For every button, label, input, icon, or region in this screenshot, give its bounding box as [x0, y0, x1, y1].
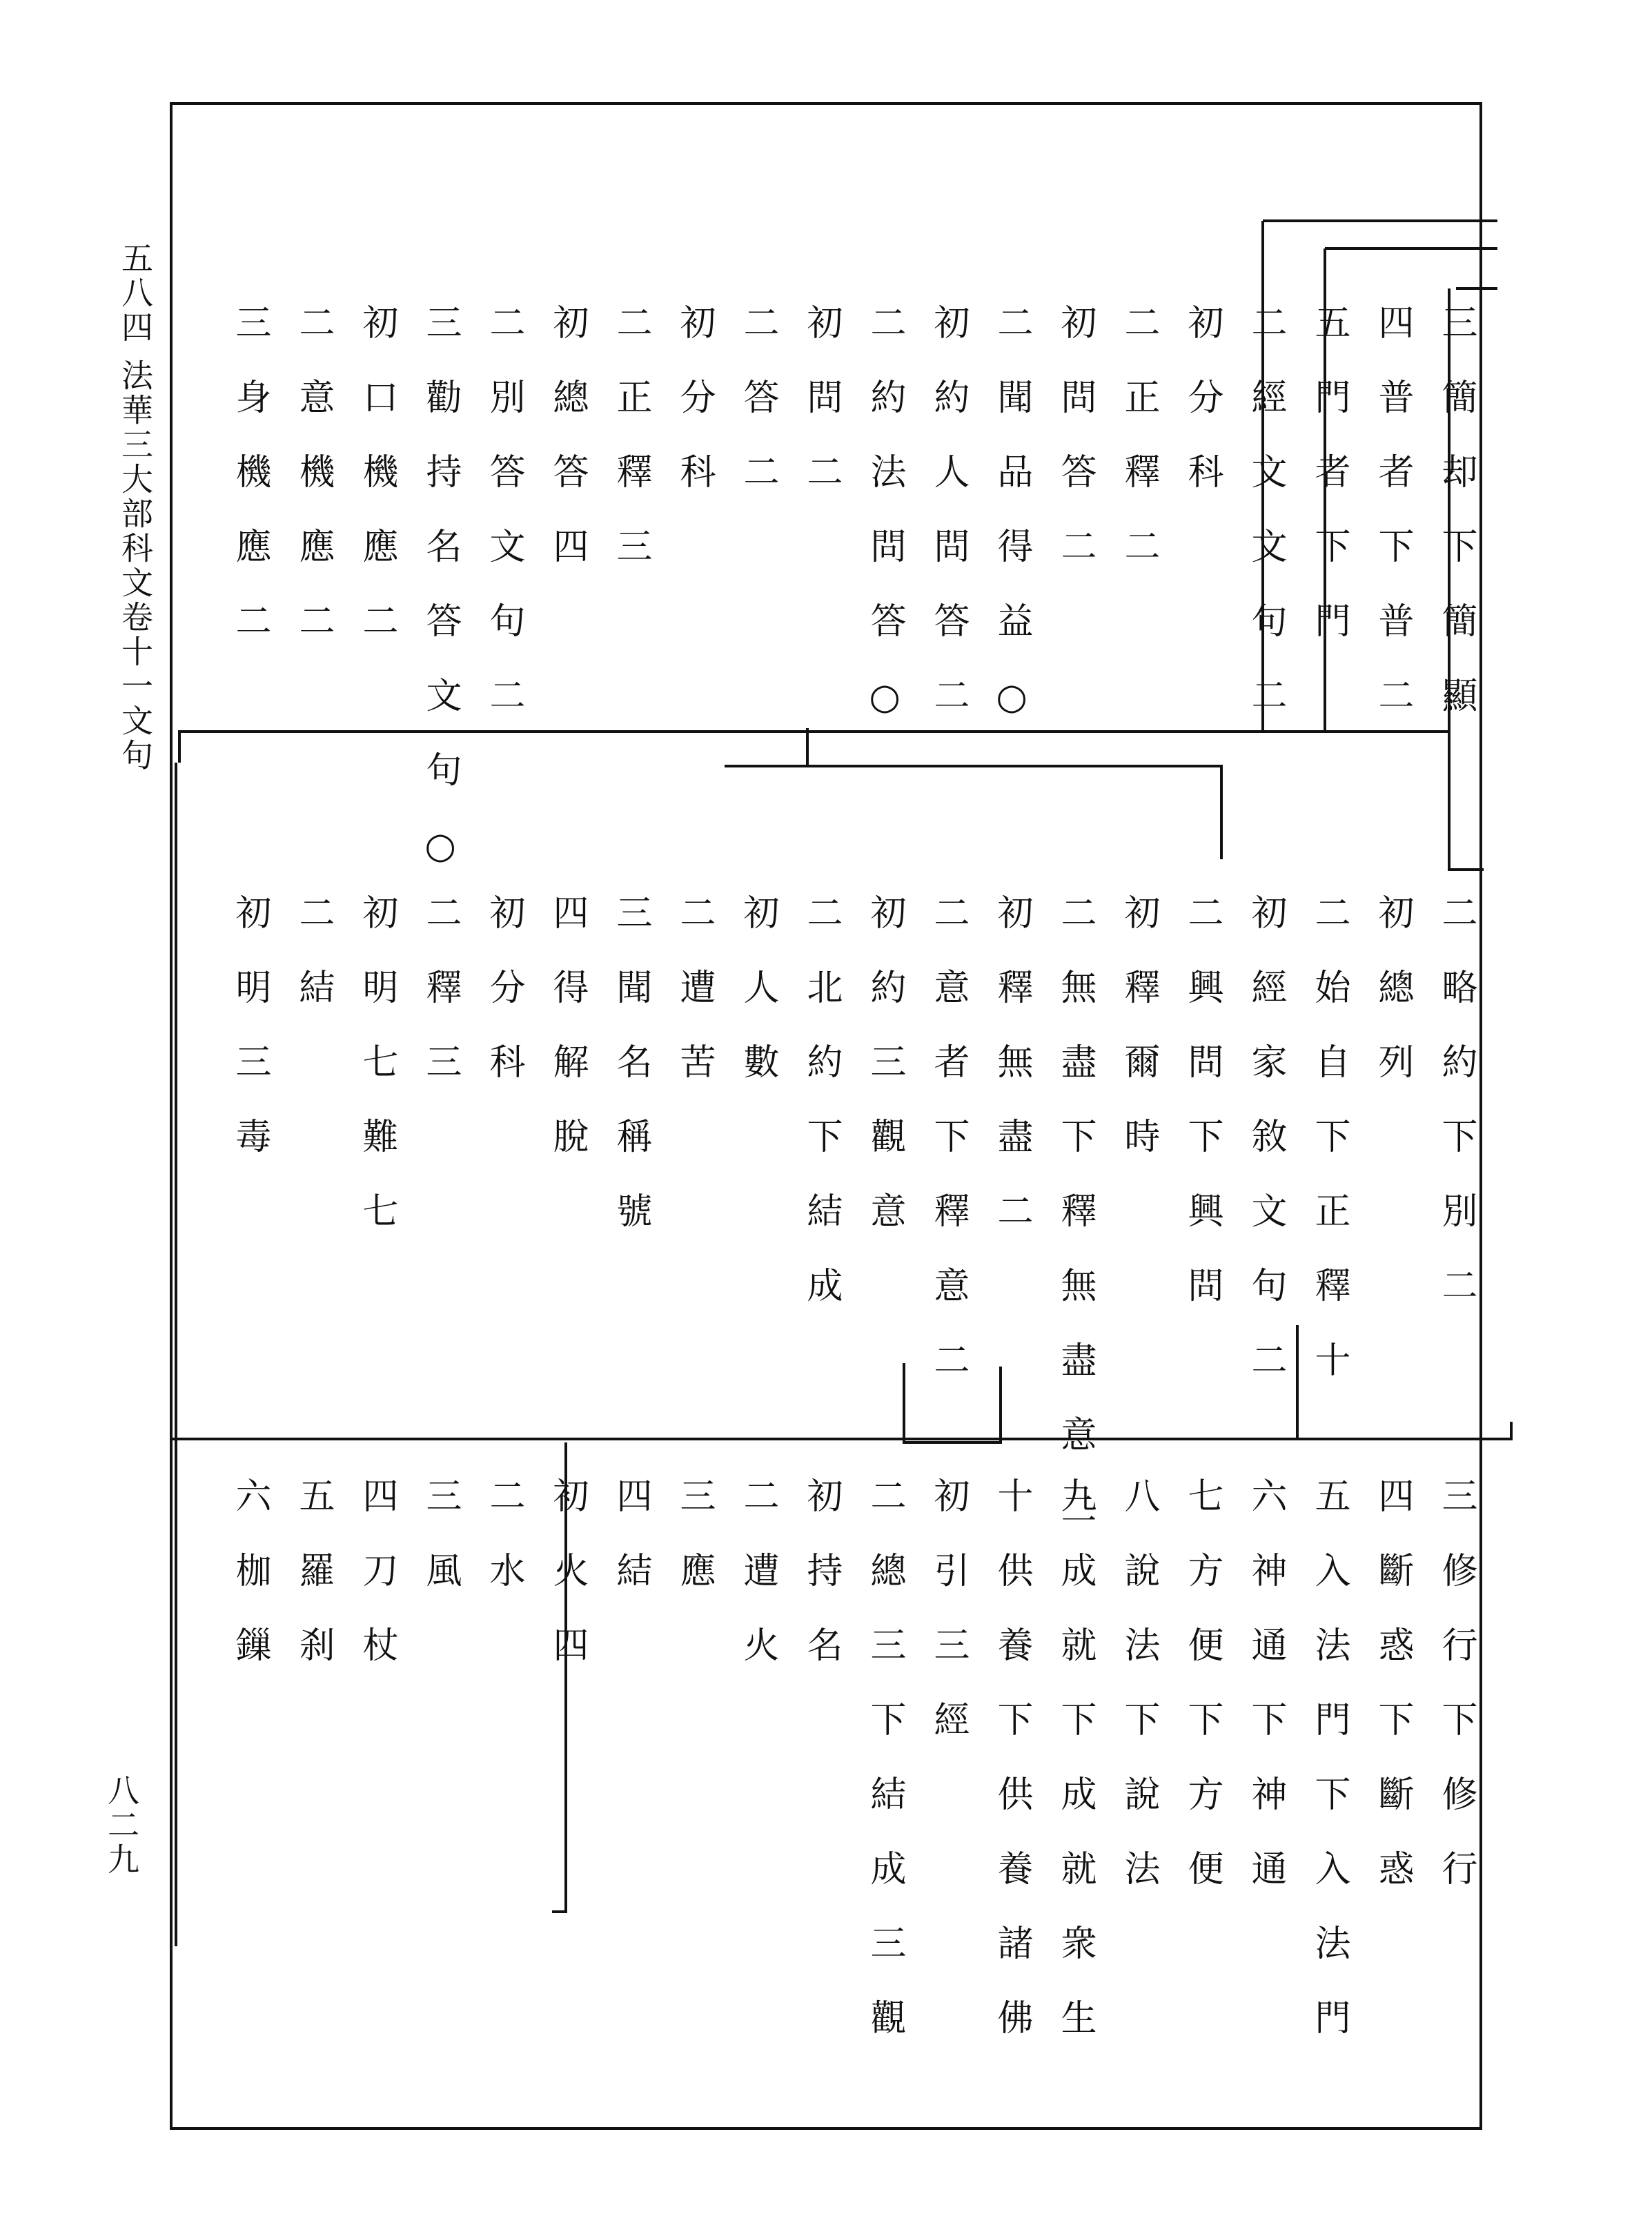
tree-node: 初釋無盡二 — [991, 894, 1032, 1266]
tree-node: 初釋爾時 — [1118, 894, 1159, 1192]
folio-number: 八二九 — [103, 1774, 140, 1877]
tree-node: 二正釋二 — [1118, 304, 1159, 602]
tree-node: 二意者下釋意二 — [927, 894, 969, 1416]
book-title: 法華三大部科文卷十一文句 — [117, 359, 154, 773]
tree-node: 初火四 — [547, 1477, 588, 1701]
tree-node: 初問答二 — [1054, 304, 1096, 602]
volume-number: 五八四 — [117, 242, 154, 345]
tree-node: 三身機應二 — [229, 304, 271, 676]
tree-node: 二略約下別二 — [1435, 894, 1477, 1341]
tree-node: 三風 — [420, 1477, 461, 1626]
tree-node: 二經文文句二 — [1245, 304, 1286, 751]
tree-node: 十供養下供養諸佛 — [991, 1477, 1032, 2073]
tree-node: 四結 — [610, 1477, 651, 1626]
tree-node: 六神通下神通 — [1245, 1477, 1286, 1924]
tree-node: 初明七難七 — [356, 894, 397, 1266]
tree-node: 三應 — [673, 1477, 715, 1626]
tree-node: 二約法問答○ — [864, 304, 905, 756]
tree-node: 二別答文句二 — [483, 304, 524, 751]
tree-node: 初持名 — [800, 1477, 842, 1701]
tree-node: 二釋三 — [420, 894, 461, 1117]
tree-node: 五入法門下入法門 — [1308, 1477, 1350, 2073]
tree-node: 二興問下興問 — [1181, 894, 1223, 1341]
tree-node: 五門者下門 — [1308, 304, 1350, 676]
tree-node: 二意機應二 — [293, 304, 334, 676]
tree-node: 初分科 — [483, 894, 524, 1117]
tree-node: 初問二 — [800, 304, 842, 527]
tree-node: 四普者下普二 — [1372, 304, 1413, 751]
tree-node: 三簡却下簡顯 — [1435, 304, 1477, 751]
tree-node: 七方便下方便 — [1181, 1477, 1223, 1924]
tree-node: 初口機應二 — [356, 304, 397, 676]
tree-node: 二水 — [483, 1477, 524, 1626]
tree-node: 初經家敘文句二 — [1245, 894, 1286, 1416]
tree-node: 二聞品得益○ — [991, 304, 1032, 756]
tree-node: 初分科 — [1181, 304, 1223, 527]
tree-node: 二遭苦 — [673, 894, 715, 1117]
tree-node: 五羅刹 — [293, 1477, 334, 1701]
tree-node: 初總答四 — [547, 304, 588, 602]
tree-node: 六枷鏁 — [229, 1477, 271, 1701]
tree-node: 初人數 — [737, 894, 778, 1117]
tree-node: 初引三經 — [927, 1477, 969, 1775]
tree-node: 初總列 — [1372, 894, 1413, 1117]
tree-node: 四得解脫 — [547, 894, 588, 1192]
tree-node: 初約三觀意 — [864, 894, 905, 1266]
tree-node: 二北約下結成 — [800, 894, 842, 1341]
tree-node: 四斷惑下斷惑 — [1372, 1477, 1413, 1924]
tree-node: 四刀杖 — [356, 1477, 397, 1701]
tree-node: 初分科 — [673, 304, 715, 527]
tree-node: 二正釋三 — [610, 304, 651, 602]
tree-node: 九成就下成就衆生 — [1054, 1477, 1096, 2073]
tree-node: 二始自下正釋十 — [1308, 894, 1350, 1416]
tree-node: 二總三下結成三觀 — [864, 1477, 905, 2073]
tree-node: 二無盡下釋無盡意二 — [1054, 894, 1096, 1565]
tree-node: 二答二 — [737, 304, 778, 527]
tree-node: 初明三毒 — [229, 894, 271, 1192]
tree-node: 初約人問答二 — [927, 304, 969, 751]
tree-node: 三勸持名答文句○ — [420, 304, 461, 905]
tree-node: 二結 — [293, 894, 334, 1043]
tree-node: 八說法下說法 — [1118, 1477, 1159, 1924]
tree-node: 三聞名稱號 — [610, 894, 651, 1266]
tree-node: 三修行下修行 — [1435, 1477, 1477, 1924]
tree-node: 二遭火 — [737, 1477, 778, 1701]
